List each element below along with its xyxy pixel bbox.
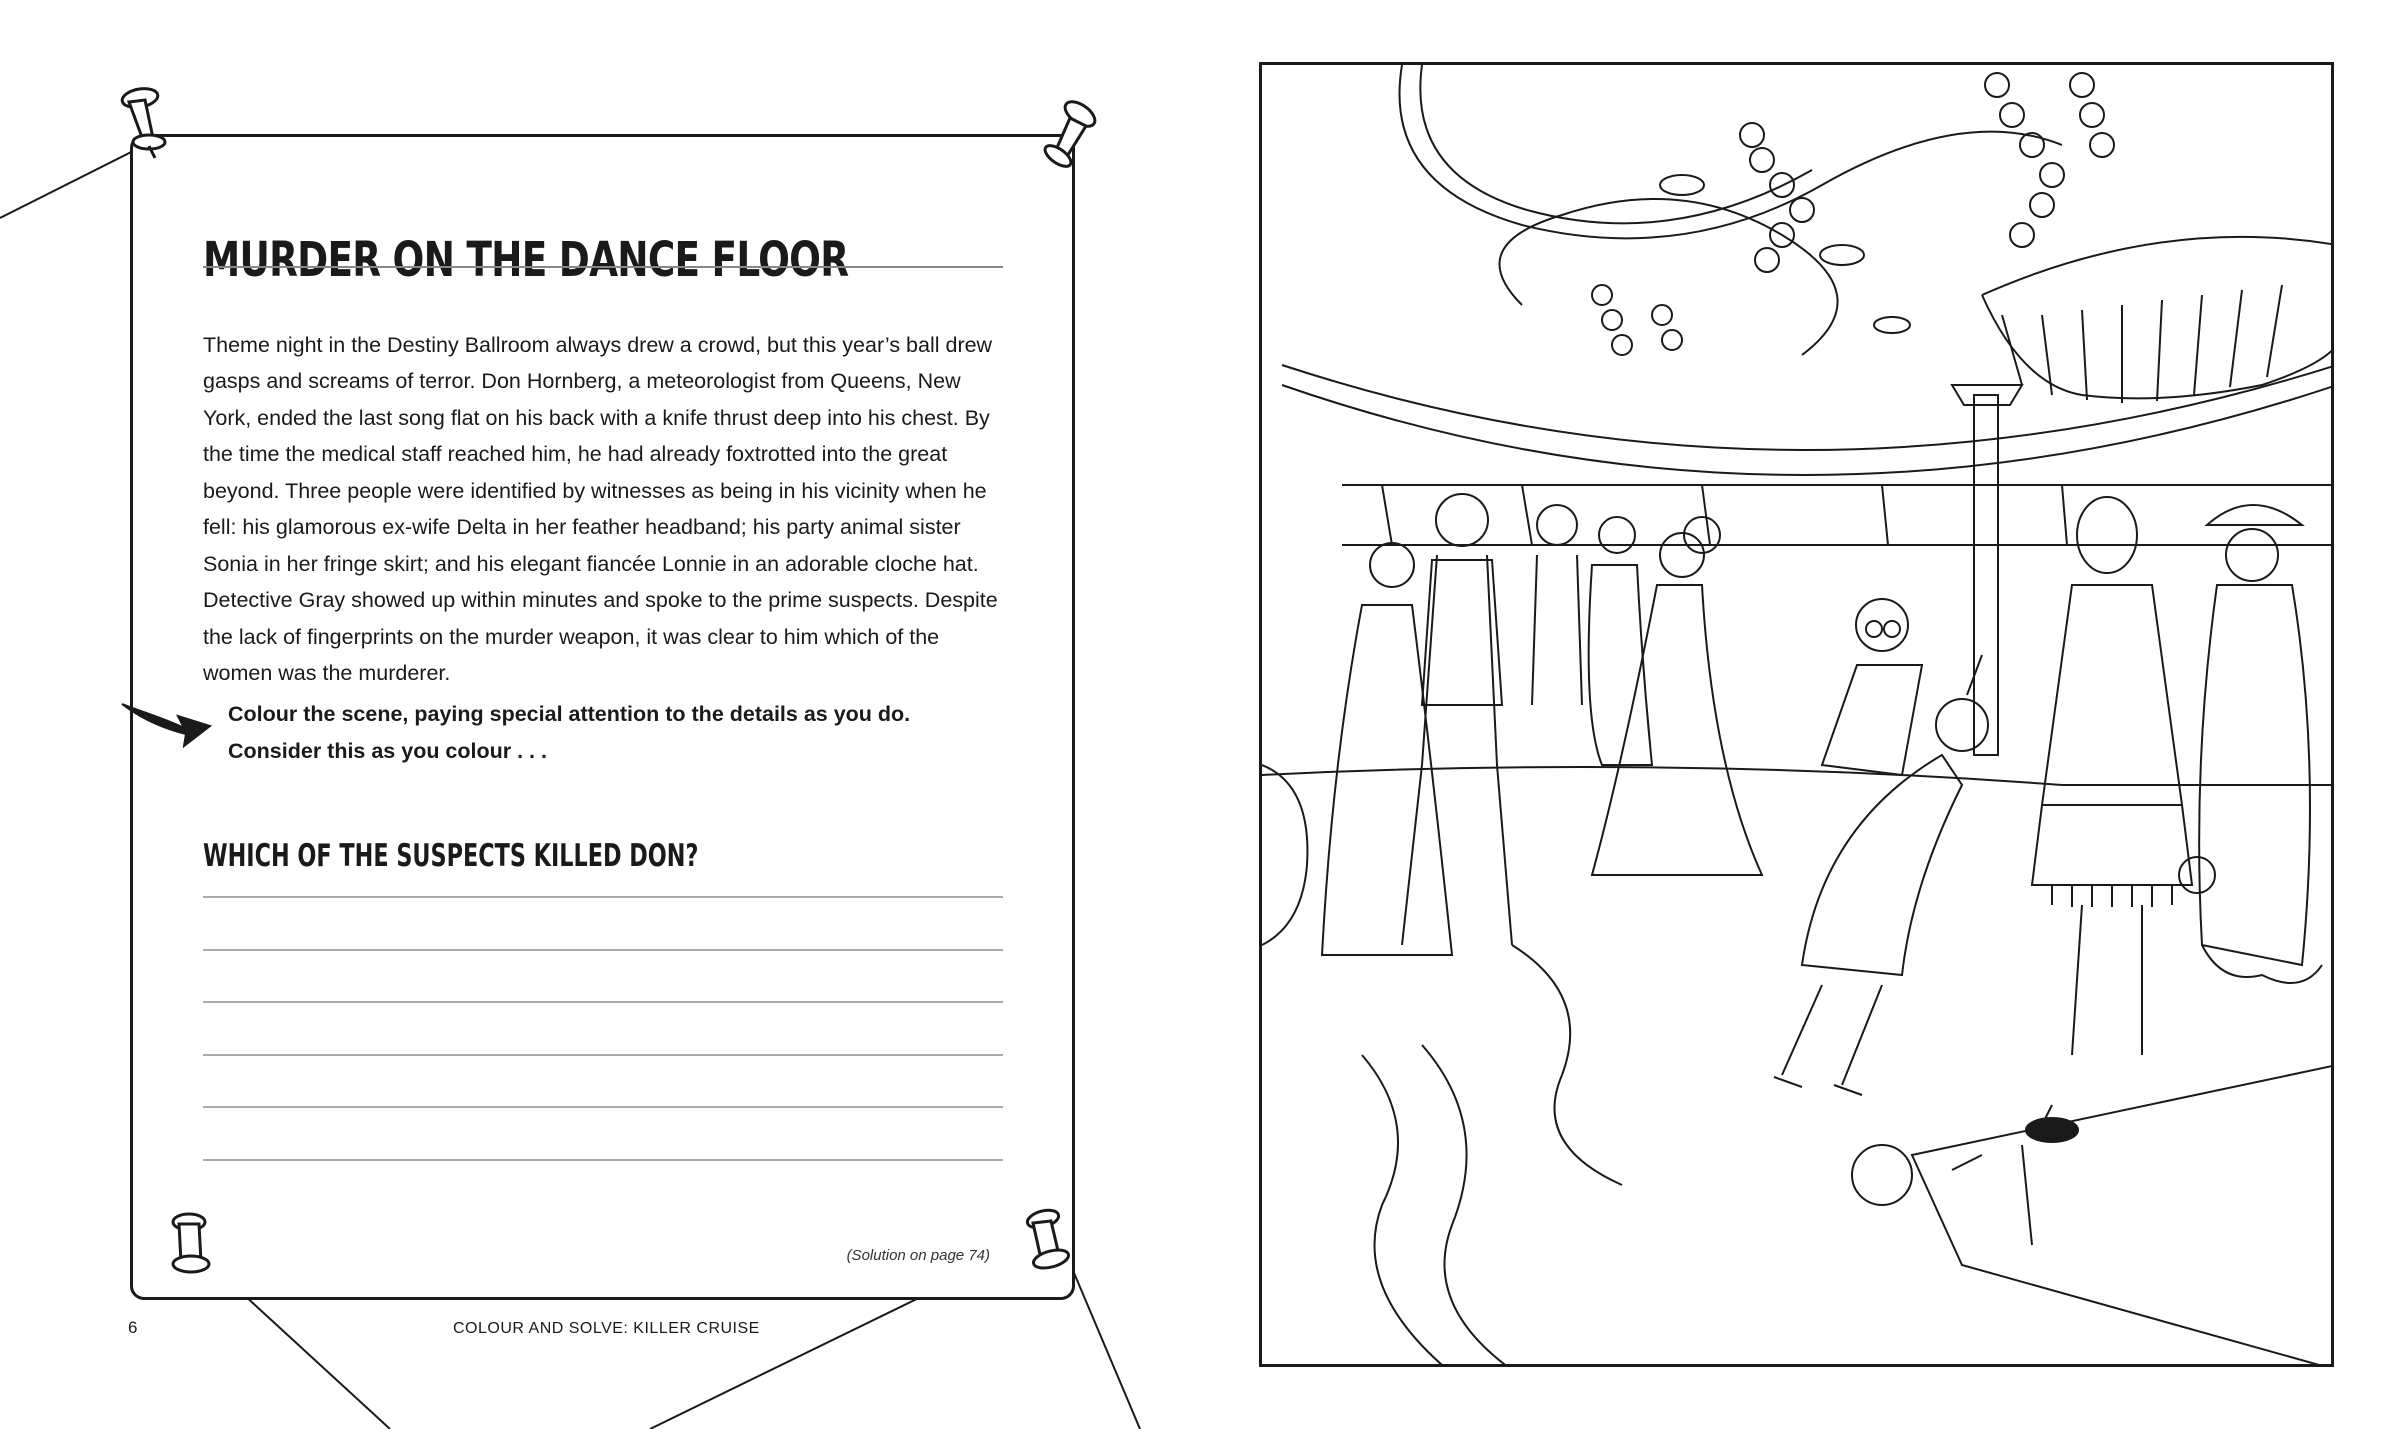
pushpin-icon <box>115 80 195 160</box>
hand-drawn-arrow-icon <box>118 696 213 756</box>
story-paragraph: Theme night in the Destiny Ballroom always drew a crowd, but this year’s ball drew gasps and screams of terror. Don Hornberg, a meteorologist from Queens, New York, ended the last song flat on his back with a knife thrust deep into his chest. By the time the medical staff reached him, he had already foxtrotted into the great beyond. Three people were identified by witnesses as being in his vicinity when he fell: his glamorous ex-wife Delta in her feather headband; his party animal sister Sonia in her fringe skirt; and his elegant fiancée Lonnie in an adorable cloche hat. Detective Gray showed up within minutes and spoke to the prime suspects. Despite the lack of fingerprints on the murder weapon, it was clear to him which of the women was the murderer. <box>203 332 998 685</box>
answer-line[interactable] <box>203 1106 1003 1108</box>
answer-line[interactable] <box>203 896 1003 898</box>
answer-line[interactable] <box>203 949 1003 951</box>
question-heading: WHICH OF THE SUSPECTS KILLED DON? <box>203 837 699 874</box>
answer-line[interactable] <box>203 1054 1003 1056</box>
answer-line[interactable] <box>203 1159 1003 1161</box>
answer-lines <box>203 896 1003 1211</box>
solution-note: (Solution on page 74) <box>846 1247 990 1264</box>
line-art-drawing <box>1262 65 2334 1367</box>
pushpin-icon <box>165 1210 235 1290</box>
page-number: 6 <box>128 1318 138 1337</box>
instruction-line: Consider this as you colour . . . <box>228 738 547 763</box>
answer-line[interactable] <box>203 1001 1003 1003</box>
instruction-line: Colour the scene, paying special attention to the details as you do. <box>228 702 911 726</box>
ballroom-illustration <box>1259 62 2334 1367</box>
pushpin-icon <box>1030 96 1110 176</box>
title-divider <box>203 266 1003 268</box>
colouring-instruction <box>228 696 1008 769</box>
pushpin-icon <box>1015 1205 1095 1285</box>
running-head: COLOUR AND SOLVE: KILLER CRUISE <box>453 1320 760 1337</box>
page-title: MURDER ON THE DANCE FLOOR <box>203 232 849 289</box>
